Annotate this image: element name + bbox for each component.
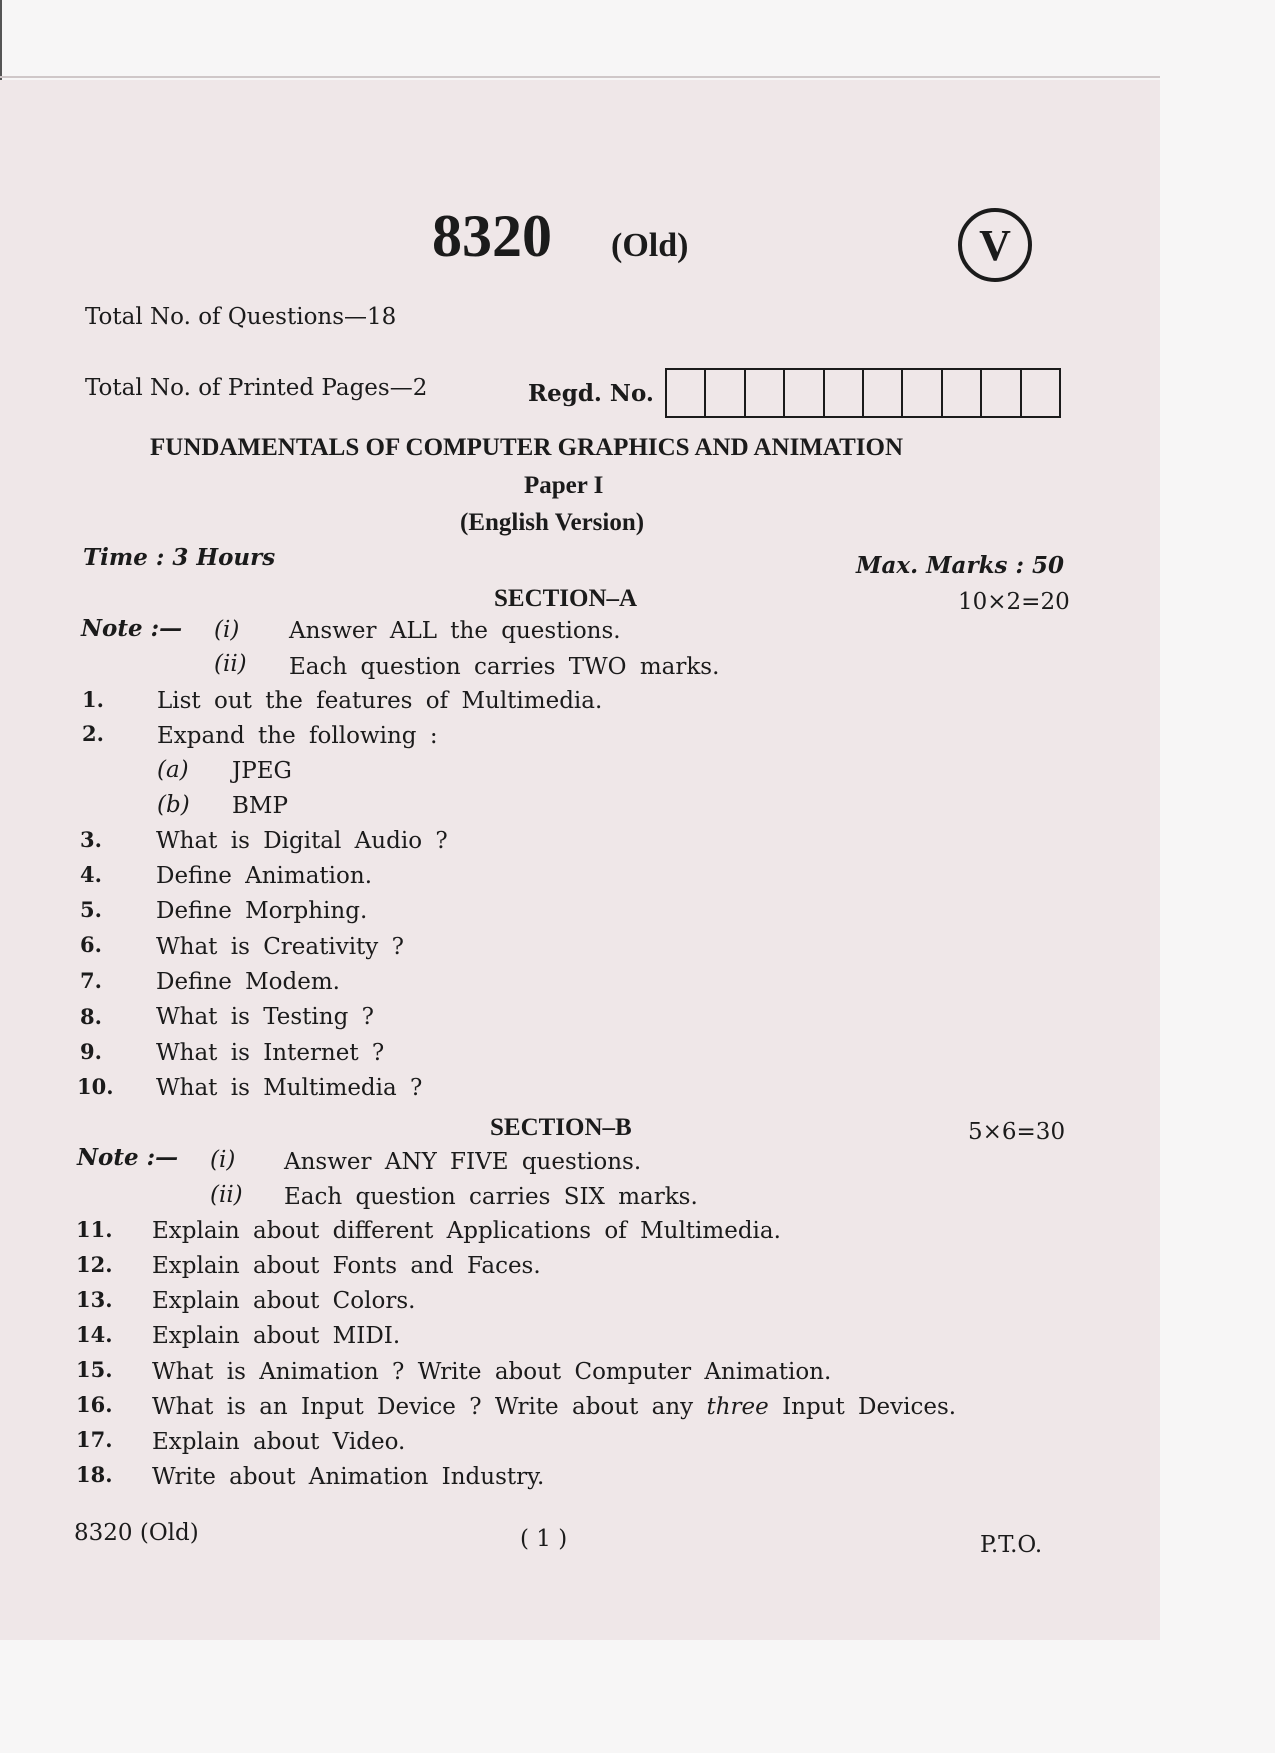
question-text: Explain about MIDI.: [152, 1323, 401, 1349]
question-text: [152, 1396, 956, 1419]
max-marks: Max. Marks : 50: [856, 552, 1064, 579]
section-a-marks: 10×2=20: [958, 589, 1070, 615]
question-text: Define Morphing.: [156, 898, 368, 924]
note-number: (ii): [210, 1182, 243, 1208]
sub-item-text: JPEG: [232, 758, 292, 784]
question-number: 2.: [82, 721, 104, 746]
question-number: 4.: [80, 862, 102, 887]
paper-code: 8320: [432, 203, 552, 269]
regd-box[interactable]: [1020, 370, 1059, 416]
question-number: 5.: [80, 897, 102, 922]
page-number: ( 1 ): [520, 1526, 568, 1552]
question-text: Expand the following :: [157, 723, 438, 749]
question-text: Define Modem.: [156, 969, 340, 995]
question-number: 7.: [80, 968, 102, 993]
question-number: 15.: [76, 1357, 113, 1382]
question-number: 18.: [76, 1462, 113, 1487]
question-text-part: Input Devices.: [782, 1394, 957, 1420]
version-letter: V: [979, 220, 1011, 270]
question-number: 16.: [76, 1392, 113, 1417]
total-questions: Total No. of Questions—18: [85, 304, 397, 330]
note-number: (ii): [214, 651, 247, 677]
note-text: Each question carries TWO marks.: [289, 654, 720, 680]
regd-box[interactable]: [823, 370, 862, 416]
regd-box[interactable]: [744, 370, 783, 416]
question-text-emphasis: three: [706, 1394, 769, 1420]
note-number: (i): [214, 617, 240, 643]
regd-box[interactable]: [783, 370, 822, 416]
question-number: 10.: [77, 1074, 114, 1099]
question-text-part: What is an Input Device ? Write about any: [152, 1394, 694, 1420]
question-number: 6.: [80, 932, 102, 957]
question-number: 9.: [80, 1039, 102, 1064]
regd-box[interactable]: [941, 370, 980, 416]
regd-box[interactable]: [704, 370, 743, 416]
paper-title: FUNDAMENTALS OF COMPUTER GRAPHICS AND ANIMATION: [150, 434, 904, 461]
section-b-marks: 5×6=30: [968, 1119, 1066, 1145]
total-pages: Total No. of Printed Pages—2: [85, 375, 428, 401]
question-number: 13.: [76, 1287, 113, 1312]
question-text: Explain about Fonts and Faces.: [152, 1253, 541, 1279]
footer-code: 8320 (Old): [74, 1520, 199, 1546]
sub-item-number: (b): [157, 792, 190, 818]
question-text: Define Animation.: [156, 863, 372, 889]
exam-time: Time : 3 Hours: [83, 544, 276, 571]
question-text: Explain about Video.: [152, 1429, 406, 1455]
note-text: Answer ANY FIVE questions.: [284, 1149, 642, 1175]
regd-box[interactable]: [901, 370, 940, 416]
version-badge: [958, 208, 1032, 282]
question-number: 8.: [80, 1004, 102, 1029]
sub-item-number: (a): [157, 757, 189, 783]
pto-label: P.T.O.: [980, 1532, 1043, 1558]
regd-box[interactable]: [667, 370, 704, 416]
paper-language: (English Version): [460, 509, 645, 536]
question-number: 12.: [76, 1252, 113, 1277]
question-text: Explain about Colors.: [152, 1288, 416, 1314]
paper-code-suffix: (Old): [611, 227, 689, 264]
section-a-title: SECTION–A: [494, 585, 638, 612]
regd-box[interactable]: [862, 370, 901, 416]
note-number: (i): [210, 1147, 236, 1173]
section-b-note-label: Note :—: [77, 1144, 179, 1171]
question-text: What is Multimedia ?: [156, 1075, 423, 1101]
note-text: Each question carries SIX marks.: [284, 1184, 698, 1210]
paper-number: Paper I: [524, 472, 604, 499]
sub-item-text: BMP: [232, 793, 288, 819]
question-number: 17.: [76, 1427, 113, 1452]
question-text: What is Internet ?: [156, 1040, 385, 1066]
question-number: 11.: [76, 1217, 113, 1242]
question-number: 3.: [80, 827, 102, 852]
regd-label: Regd. No.: [528, 380, 654, 407]
section-b-title: SECTION–B: [490, 1114, 632, 1141]
question-text: What is Testing ?: [156, 1004, 374, 1030]
question-text: Write about Animation Industry.: [152, 1464, 545, 1490]
question-text: What is Animation ? Write about Computer Animation.: [152, 1359, 832, 1385]
question-text: List out the features of Multimedia.: [157, 688, 603, 714]
regd-number-boxes[interactable]: [665, 368, 1061, 418]
scan-edge: [0, 0, 2, 80]
section-a-note-label: Note :—: [81, 615, 183, 642]
question-text: What is Digital Audio ?: [156, 828, 448, 854]
question-number: 1.: [82, 687, 104, 712]
question-text: Explain about different Applications of Multimedia.: [152, 1218, 781, 1244]
question-number: 14.: [76, 1322, 113, 1347]
scan-edge-top: [0, 76, 1160, 78]
note-text: Answer ALL the questions.: [289, 618, 621, 644]
question-text: What is Creativity ?: [156, 934, 404, 960]
regd-box[interactable]: [980, 370, 1019, 416]
